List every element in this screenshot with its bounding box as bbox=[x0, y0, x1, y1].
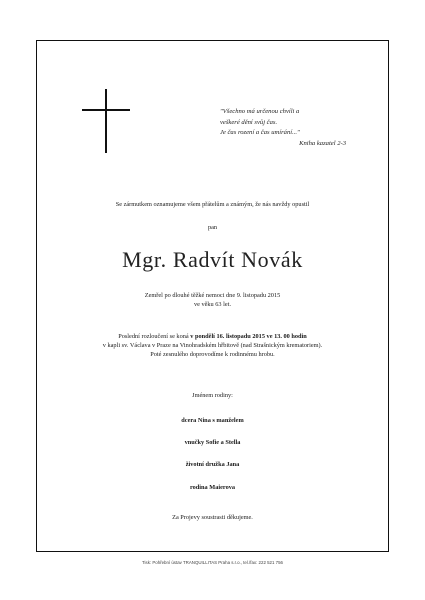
farewell-line: v kapli sv. Václava v Praze na Vinohradském hřbitově (nad Strašnickým krematoriem). bbox=[102, 342, 323, 349]
thanks-text: Za Projevy soustrasti děkujeme. bbox=[172, 514, 253, 521]
mourner-item: vnučky Sofie a Stella bbox=[184, 439, 241, 446]
quote-line: "Všechno má určenou chvíli a bbox=[220, 108, 300, 115]
farewell-line: Poté zesnulého doprovodíme k rodinnému hrobu. bbox=[150, 351, 275, 358]
death-info-line: ve věku 63 let. bbox=[193, 301, 232, 308]
quote-line: veškeré dění svůj čas. bbox=[220, 118, 278, 126]
mourner-item: životní družka Jana bbox=[185, 461, 240, 468]
honorific: pan bbox=[207, 224, 218, 231]
cross-icon bbox=[82, 89, 130, 153]
mourner-item: dcera Nina s manželem bbox=[181, 417, 244, 424]
quote-source: Kniha kazatel 2-3 bbox=[299, 139, 346, 147]
farewell-info bbox=[0, 332, 425, 359]
farewell-line bbox=[0, 332, 425, 341]
printer-footer: Tisk: Pohřební ústav TRANQUILLITAS Praha s.r.o., tel./fax: 222 521 756 bbox=[142, 560, 283, 565]
bible-quote bbox=[220, 107, 360, 149]
family-intro: Jménem rodiny: bbox=[192, 392, 233, 399]
death-info bbox=[0, 291, 425, 309]
mourner-item: rodina Maierova bbox=[189, 484, 236, 491]
death-info-line: Zemřel po dlouhé těžké nemoci dne 9. listopadu 2015 bbox=[144, 292, 281, 299]
quote-line: Je čas rození a čas umírání..." bbox=[220, 129, 300, 137]
announcement-text: Se zármutkem oznamujeme všem přátelům a známým, že nás navždy opustil bbox=[115, 201, 310, 208]
farewell-prefix: Poslední rozloučení se koná bbox=[118, 333, 191, 340]
farewell-datetime: v pondělí 16. listopadu 2015 ve 13. 00 hodin bbox=[190, 333, 307, 340]
deceased-name: Mgr. Radvít Novák bbox=[122, 247, 303, 272]
